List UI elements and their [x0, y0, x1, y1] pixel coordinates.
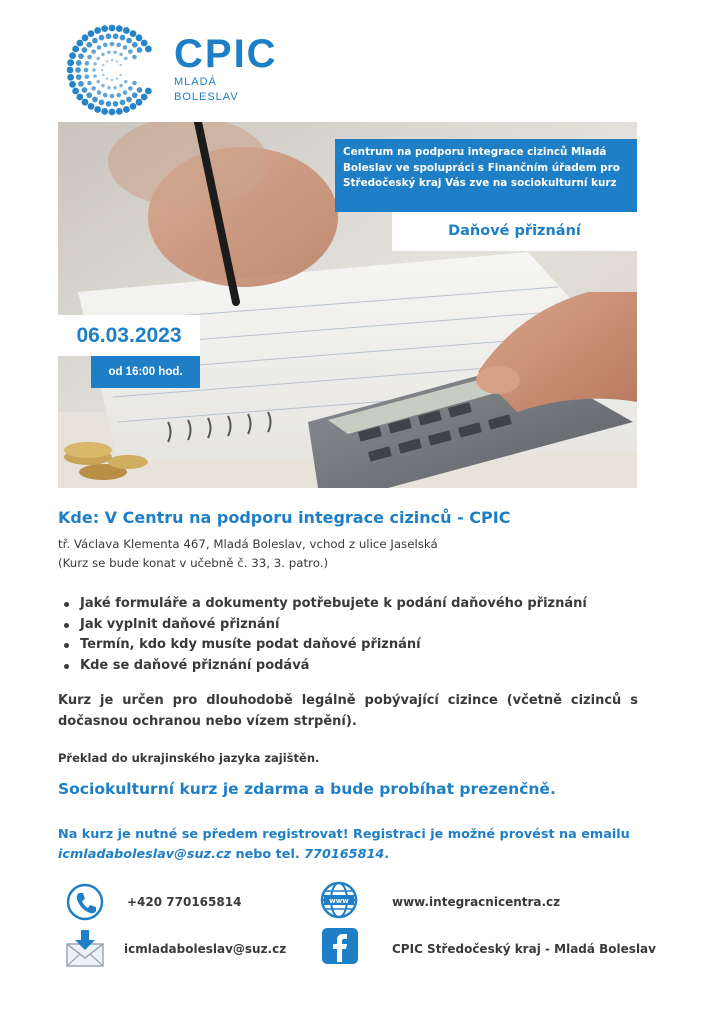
topic-text: Kde se daňové přiznání podává [80, 657, 310, 673]
logo-dot [116, 25, 123, 32]
bullet-icon [64, 602, 69, 607]
logo-dot [136, 99, 143, 106]
logo-dot [123, 106, 130, 113]
logo-dot [141, 40, 148, 47]
logo-dot [92, 97, 98, 103]
logo-dot [106, 33, 112, 39]
venue-address [58, 535, 438, 573]
logo-dot [123, 90, 128, 95]
logo-dot [97, 90, 102, 95]
logo-dot [137, 87, 143, 93]
contact-email[interactable]: icmladaboleslav@suz.cz [124, 942, 287, 956]
logo-dot [119, 74, 121, 76]
logo-dot [86, 42, 92, 48]
logo-dot [87, 81, 92, 86]
list-item [58, 615, 587, 636]
registration-end: . [384, 847, 390, 862]
logo-dot [76, 94, 83, 101]
logo-dot [132, 92, 138, 98]
logo-dot [106, 77, 108, 79]
logo-dot [91, 86, 96, 91]
logo-dot [116, 43, 121, 48]
logo-dot [141, 94, 148, 101]
logo-dot [99, 35, 105, 41]
logo-dot [93, 62, 97, 65]
logo-dot [96, 57, 100, 61]
logo-dot [136, 34, 143, 41]
logo-dot [88, 103, 95, 110]
brand-city-line1: MLADÁ [174, 76, 217, 88]
bullet-icon [64, 643, 69, 648]
address-line-2: (Kurz se bude konat v učebně č. 33, 3. patro.) [58, 556, 329, 570]
email-download-icon [65, 928, 105, 968]
logo-dot [113, 33, 119, 39]
logo-dot [82, 47, 88, 53]
logo-dot [94, 27, 101, 34]
logo-dot [91, 49, 96, 54]
registration-text: Na kurz je nutné se předem registrovat! Registraci je možné provést na emailu [58, 827, 630, 842]
registration-phone-link[interactable]: 770165814 [304, 847, 385, 862]
brand-block [174, 34, 278, 104]
logo-dot [113, 51, 117, 55]
logo-dot [67, 67, 74, 74]
logo-dot [110, 42, 115, 47]
logo-dot [69, 81, 76, 88]
logo-dot [116, 60, 118, 62]
logo-dot [145, 88, 152, 95]
logo-dot [92, 38, 98, 44]
logo-dot [101, 25, 108, 32]
bullet-icon [64, 623, 69, 628]
logo-dot [113, 86, 117, 90]
list-item [58, 656, 587, 677]
logo-dot [93, 74, 97, 78]
logo-dot [78, 53, 84, 59]
logo-dot [82, 99, 89, 106]
logo-dot [85, 61, 90, 66]
logo-dot [86, 92, 92, 98]
logo-dot [97, 45, 102, 50]
logo-dot [92, 68, 96, 72]
logo-dot [116, 93, 121, 98]
logo-dot [130, 103, 137, 110]
logo-dot [106, 101, 112, 107]
invite-banner: Centrum na podporu integrace cizinců Mladá Boleslav ve spolupráci s Finančním úřadem pro Středočeský kraj Vás zve na sociokulturní kurz [335, 139, 637, 212]
event-time: od 16:00 hod. [91, 356, 200, 388]
logo-dot [124, 80, 128, 84]
logo-dot [67, 74, 74, 81]
logo-dot [130, 30, 137, 37]
logo-dot [113, 101, 119, 107]
logo-dot [84, 68, 89, 73]
course-title: Daňové přiznání [392, 212, 637, 251]
logo-dot [137, 47, 143, 53]
contact-facebook[interactable]: CPIC Středočeský kraj - Mladá Boleslav [392, 942, 656, 956]
logo-dot [119, 64, 121, 66]
address-line-1: tř. Václava Klementa 467, Mladá Boleslav, vchod z ulice Jaselská [58, 537, 438, 551]
logo-dot [106, 60, 108, 62]
logo-dot [78, 81, 84, 87]
logo-dot [99, 99, 105, 105]
logo-dot [145, 46, 152, 53]
logo-dot [111, 79, 113, 81]
logo-dot [75, 67, 81, 73]
topic-text: Termín, kdo kdy musíte podat daňové přiznání [80, 637, 421, 652]
logo-dot [116, 77, 118, 79]
registration-email-link[interactable]: icmladaboleslav@suz.cz [58, 847, 231, 862]
venue-heading: Kde: V Centru na podporu integrace cizinců - CPIC [58, 508, 511, 527]
logo-dot [82, 34, 89, 41]
logo-dot [107, 51, 111, 55]
logo-dot [119, 53, 123, 57]
topics-list [58, 594, 587, 676]
registration-mid: nebo tel. [231, 847, 305, 862]
logo-dot [88, 30, 95, 37]
logo-dot [94, 106, 101, 113]
logo-dot [120, 99, 126, 105]
list-item [58, 594, 587, 615]
logo-dot [109, 25, 116, 32]
logo-dot [116, 108, 123, 115]
logo-dot [69, 52, 76, 59]
logo-dot [82, 87, 88, 93]
logo-dot [128, 86, 133, 91]
logo-dot [132, 55, 137, 60]
brand-city-line2: BOLESLAV [174, 91, 239, 103]
contact-phone[interactable]: +420 770165814 [127, 895, 242, 909]
logo-dot [123, 45, 128, 50]
logo-dot [110, 94, 115, 99]
logo-dot [101, 53, 105, 57]
translation-note: Překlad do ukrajinského jazyka zajištěn. [58, 751, 320, 765]
registration-paragraph [58, 825, 668, 865]
event-date: 06.03.2023 [58, 315, 200, 356]
audience-paragraph: Kurz je určen pro dlouhodobě legálně pobývající cizince (včetně cizinců s dočasnou ochranou nebo vízem strpění). [58, 693, 638, 729]
contact-website[interactable]: www.integracnicentra.cz [392, 895, 561, 909]
logo-dot [72, 46, 79, 53]
brand-title: CPIC [174, 32, 278, 76]
logo-dot [76, 40, 83, 47]
logo-dot [87, 55, 92, 60]
logo-dot [76, 60, 82, 66]
logo-dot [128, 49, 133, 54]
logo-dot [103, 43, 108, 48]
logo-dot [107, 86, 111, 90]
logo-dot [123, 27, 130, 34]
facebook-icon [320, 926, 360, 966]
logo-dot [102, 74, 104, 76]
logo-dot [126, 38, 132, 44]
logo-dot [76, 74, 82, 80]
logo-dot [103, 93, 108, 98]
logo-dot [109, 109, 116, 116]
logo-dot [101, 69, 103, 71]
logo-dot [101, 108, 108, 115]
logo-dot [111, 59, 113, 61]
logo-dot [119, 84, 123, 88]
logo-dot [124, 57, 128, 61]
globe-www-icon [319, 880, 359, 920]
logo-dot [72, 88, 79, 95]
phone-icon [65, 882, 105, 922]
logo-dot [85, 74, 90, 79]
logo-dot [120, 35, 126, 41]
logo-dot [126, 97, 132, 103]
logo-dot [102, 64, 104, 66]
svg-text:www: www [329, 897, 349, 905]
bullet-icon [64, 664, 69, 669]
cpic-logo-icon [62, 20, 162, 120]
logo-dot [96, 80, 100, 84]
logo-dot [132, 81, 137, 86]
logo-dot [67, 59, 74, 66]
topic-text: Jaké formuláře a dokumenty potřebujete k podání daňového přiznání [80, 596, 587, 611]
free-course-note: Sociokulturní kurz je zdarma a bude probíhat prezenčně. [58, 780, 556, 798]
topic-text: Jak vyplnit daňové přiznání [80, 616, 280, 632]
logo-dot [101, 84, 105, 88]
logo-dot [132, 42, 138, 48]
list-item [58, 635, 587, 656]
